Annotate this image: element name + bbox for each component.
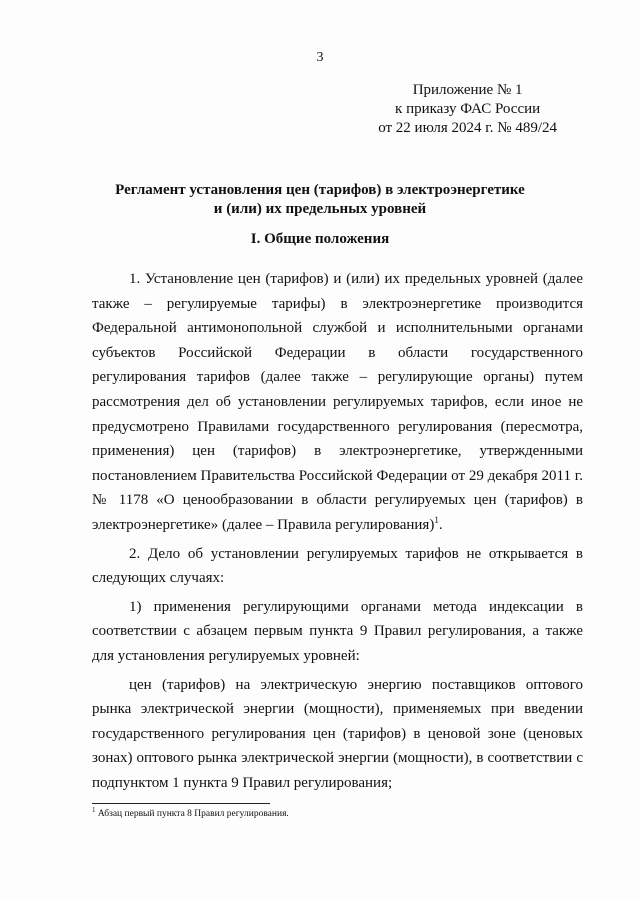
document-title — [92, 181, 548, 219]
title-line-2: и (или) их предельных уровней — [213, 201, 427, 217]
footnote-reference: 1 — [434, 514, 439, 525]
appendix-line-1: Приложение № 1 — [412, 82, 523, 98]
appendix-block — [378, 81, 557, 138]
footnote-marker: 1 — [92, 805, 96, 814]
paragraph-4: цен (тарифов) на электрическую энергию поставщиков оптового рынка электрической энергии (мощности), применяемых при введении государственного регулирования цен (тарифов) в ценовой зоне (ценовых зонах) оптового рынка электрической энергии (мощности), в соответствии с подпунктом 1 пункта 9 Правил регулирования; — [92, 676, 583, 791]
paragraph-1-end: . — [438, 516, 443, 533]
appendix-line-3: от 22 июля 2024 г. № 489/24 — [378, 120, 557, 136]
body-text — [92, 267, 583, 799]
footnote-text: Абзац первый пункта 8 Правил регулирования. — [95, 809, 289, 819]
page-number: 3 — [316, 50, 324, 65]
section-heading: I. Общие положения — [250, 231, 390, 247]
paragraph-3: 1) применения регулирующими органами метода индексации в соответствии с абзацем первым пункта 9 Правил регулирования, а также для установления регулируемых уровней: — [92, 598, 583, 664]
footnote-separator — [92, 803, 270, 804]
paragraph-2: 2. Дело об установлении регулируемых тарифов не открывается в следующих случаях: — [92, 545, 583, 587]
title-line-1: Регламент установления цен (тарифов) в электроэнергетике — [115, 182, 525, 198]
paragraph-1-text: 1. Установление цен (тарифов) и (или) их предельных уровней (далее также – регулируемые тарифы) в электроэнергетике производится Федеральной антимонопольной службой и исполнительными органами субъектов Российской Федерации в области государственного регулирования тарифов (далее также – регулирующие органы) путем рассмотрения дел об установлении регулируемых тарифов, если иное не предусмотрено Правилами государственного регулирования (пересмотра, применения) цен (тарифов) в электроэнергетике, утвержденными постановлением Правительства Российской Федерации от 29 декабря 2011 г. № 1178 «О ценообразовании в области регулируемых цен (тарифов) в электроэнергетике» (далее – Правила регулирования) — [92, 271, 583, 533]
paragraph-1 — [92, 267, 583, 538]
footnote — [92, 805, 289, 819]
appendix-line-2: к приказу ФАС России — [395, 101, 541, 117]
